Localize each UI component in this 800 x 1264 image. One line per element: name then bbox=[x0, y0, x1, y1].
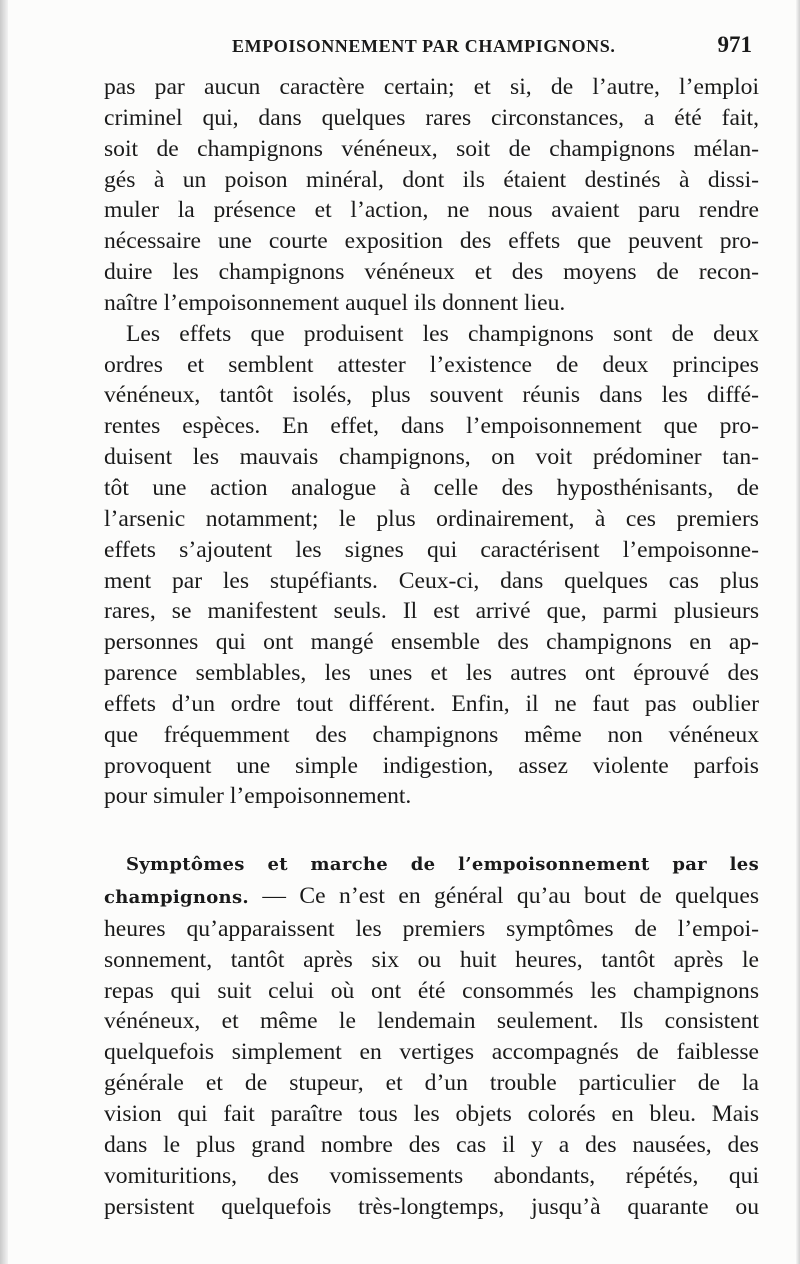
text-line: nécessaire une courte exposition des effets que peuvent pro- bbox=[104, 228, 759, 255]
text-line: tôt une action analogue à celle des hyposthénisants, de bbox=[104, 474, 759, 501]
section-title-line2: champignons. bbox=[104, 887, 249, 909]
text-line: pas par aucun caractère certain; et si, de l’autre, l’emploi bbox=[104, 74, 759, 100]
text-line: effets s’ajoutent les signes qui caractérisent l’empoisonne- bbox=[104, 536, 759, 563]
text-line: ordres et semblent attester l’existence de deux principes bbox=[104, 351, 759, 378]
text-line: persistent quelquefois très-longtemps, jusqu’à quarante ou bbox=[104, 1193, 759, 1220]
text-line: personnes qui ont mangé ensemble des champignons en ap- bbox=[104, 629, 759, 656]
page-number: 971 bbox=[717, 32, 752, 57]
text-line: vision qui fait paraître tous les objets colorés en bleu. Mais bbox=[104, 1101, 759, 1127]
text-line: ment par les stupéfiants. Ceux-ci, dans quelques cas plus bbox=[104, 567, 759, 594]
body-text bbox=[104, 72, 759, 1222]
section-text-start: — Ce n’est en général qu’au bout de quelques bbox=[248, 883, 759, 910]
text-line: vénéneux, et même le lendemain seulement. Ils consistent bbox=[104, 1008, 759, 1035]
text-line: provoquent une simple indigestion, assez violente parfois bbox=[104, 752, 759, 779]
page-edge-shadow bbox=[796, 0, 800, 1264]
text-line: Les effets que produisent les champignons sont de deux bbox=[126, 320, 759, 347]
text-line: duire les champignons vénéneux et des moyens de recon- bbox=[104, 259, 759, 286]
text-line: naître l’empoisonnement auquel ils donnent lieu. bbox=[104, 289, 566, 316]
text-line: que fréquemment des champignons même non vénéneux bbox=[104, 721, 759, 748]
text-line: effets d’un ordre tout différent. Enfin, il ne faut pas oublier bbox=[104, 690, 759, 717]
page-header bbox=[100, 32, 760, 62]
text-line: dans le plus grand nombre des cas il y a des nausées, des bbox=[104, 1131, 759, 1158]
text-line: rares, se manifestent seuls. Il est arrivé que, parmi plusieurs bbox=[104, 598, 759, 625]
text-line: pour simuler l’empoisonnement. bbox=[104, 783, 412, 810]
text-line: soit de champignons vénéneux, soit de champignons mélan- bbox=[104, 135, 759, 162]
text-line: gés à un poison minéral, dont ils étaient destinés à dissi- bbox=[104, 166, 759, 193]
text-line: criminel qui, dans quelques rares circonstances, a été fait, bbox=[104, 104, 759, 131]
text-line: quelquefois simplement en vertiges accompagnés de faiblesse bbox=[104, 1039, 759, 1066]
text-line bbox=[104, 881, 759, 914]
page-binding-shadow bbox=[0, 0, 8, 1264]
text-line: rentes espèces. En effet, dans l’empoisonnement que pro- bbox=[104, 413, 759, 440]
text-line: duisent les mauvais champignons, on voit prédominer tan- bbox=[104, 444, 759, 471]
text-line: muler la présence et l’action, ne nous avaient paru rendre bbox=[104, 197, 759, 224]
text-line: l’arsenic notamment; le plus ordinairement, à ces premiers bbox=[104, 505, 759, 532]
text-line: repas qui suit celui où ont été consommés les champignons bbox=[104, 977, 759, 1004]
text-line: générale et de stupeur, et d’un trouble particulier de la bbox=[104, 1070, 759, 1097]
section-heading bbox=[104, 848, 759, 881]
text-line: sonnement, tantôt après six ou huit heures, tantôt après le bbox=[104, 946, 759, 973]
text-line: vénéneux, tantôt isolés, plus souvent réunis dans les diffé- bbox=[104, 382, 759, 409]
text-line: vomituritions, des vomissements abondants, répétés, qui bbox=[104, 1162, 759, 1189]
section-title-line1: Symptômes et marche de l’empoisonnement par les bbox=[126, 854, 759, 876]
text-line: parence semblables, les unes et les autres ont éprouvé des bbox=[104, 660, 759, 687]
running-title: EMPOISONNEMENT PAR CHAMPIGNONS. bbox=[232, 36, 616, 56]
text-line: heures qu’apparaissent les premiers symptômes de l’empoi- bbox=[104, 915, 759, 942]
